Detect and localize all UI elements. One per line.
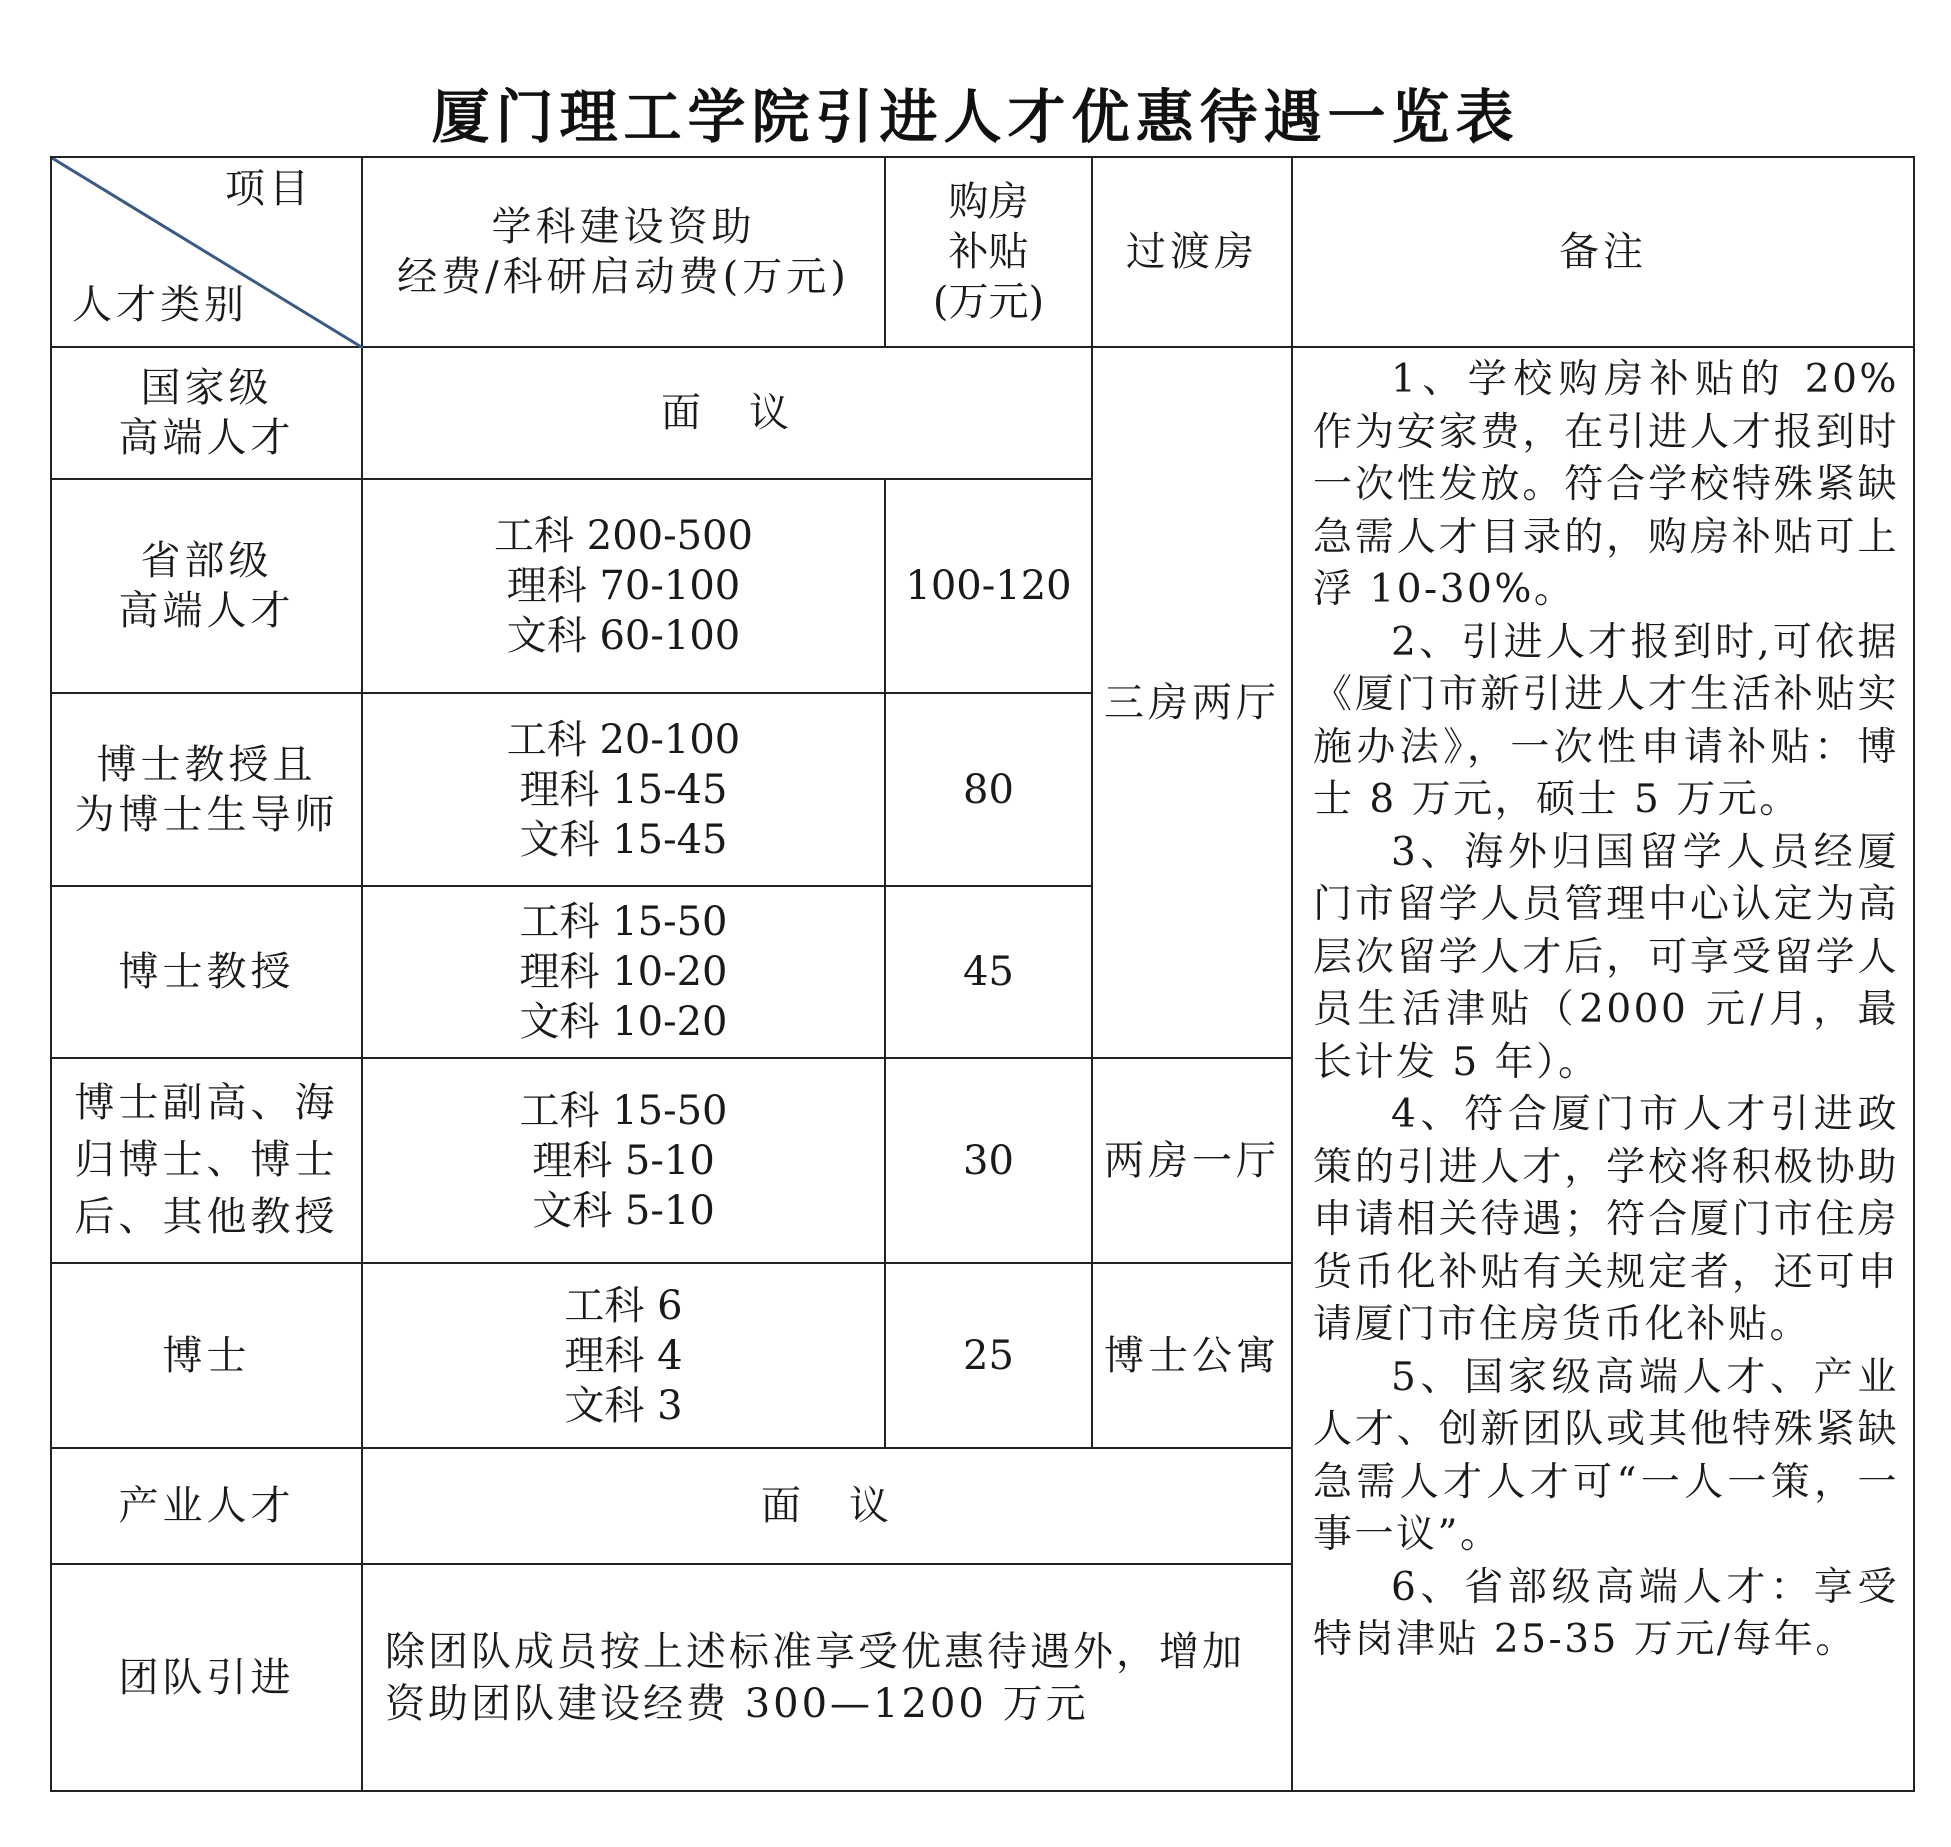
- funding-cell: 工科 200-500 理科 70-100 文科 60-100: [362, 479, 885, 693]
- category-cell: 博士副高、海 归博士、博士 后、其他教授: [51, 1058, 362, 1263]
- header-remarks: 备注: [1292, 157, 1914, 347]
- header-row: [51, 157, 1914, 347]
- talent-benefits-table: [50, 156, 1915, 1792]
- team-funding-cell: 除团队成员按上述标准享受优惠待遇外，增加资助团队建设经费 300—1200 万元: [362, 1564, 1292, 1791]
- category-cell: 产业人才: [51, 1448, 362, 1564]
- funding-cell: 工科 15-50 理科 10-20 文科 10-20: [362, 886, 885, 1058]
- table-row: [51, 347, 1914, 479]
- category-cell: 省部级 高端人才: [51, 479, 362, 693]
- housing-cell: 博士公寓: [1092, 1263, 1292, 1448]
- remarks-cell: [1292, 347, 1914, 1791]
- remark-item: 3、海外归国留学人员经厦门市留学人员管理中心认定为高层次留学人才后，可享受留学人员生活津贴（2000 元/月，最长计发 5 年）。: [1313, 829, 1899, 1085]
- housing-cell-merged: 三房两厅: [1092, 347, 1292, 1058]
- subsidy-cell: 100-120: [885, 479, 1092, 693]
- remark-item: 5、国家级高端人才、产业人才、创新团队或其他特殊紧缺急需人才人才可“一人一策，一事一议”。: [1313, 1354, 1899, 1557]
- subsidy-cell: 25: [885, 1263, 1092, 1448]
- subsidy-cell: 80: [885, 693, 1092, 886]
- remark-item: 1、学校购房补贴的 20%作为安家费，在引进人才报到时一次性发放。符合学校特殊紧缺急需人才目录的，购房补贴可上浮 10-30%。: [1313, 357, 1899, 612]
- funding-cell: 面 议: [362, 1448, 1292, 1564]
- subsidy-cell: 45: [885, 886, 1092, 1058]
- subsidy-cell: 30: [885, 1058, 1092, 1263]
- category-cell: 国家级 高端人才: [51, 347, 362, 479]
- category-cell: 博士教授且 为博士生导师: [51, 693, 362, 886]
- header-transition-housing: 过渡房: [1092, 157, 1292, 347]
- remark-item: 6、省部级高端人才：享受特岗津贴 25-35 万元/每年。: [1313, 1564, 1899, 1662]
- page-title: 厦门理工学院引进人才优惠待遇一览表: [431, 83, 1520, 151]
- funding-cell: 工科 6 理科 4 文科 3: [362, 1263, 885, 1448]
- category-cell: 团队引进: [51, 1564, 362, 1791]
- header-funding: 学科建设资助 经费/科研启动费(万元): [362, 157, 885, 347]
- housing-cell: 两房一厅: [1092, 1058, 1292, 1263]
- funding-cell: 工科 20-100 理科 15-45 文科 15-45: [362, 693, 885, 886]
- remark-item: 4、符合厦门市人才引进政策的引进人才，学校将积极协助申请相关待遇；符合厦门市住房货币化补贴有关规定者，还可申请厦门市住房货币化补贴。: [1313, 1092, 1899, 1347]
- funding-cell: 面 议: [362, 347, 1092, 479]
- corner-label-item: 项目: [225, 166, 313, 212]
- category-cell: 博士教授: [51, 886, 362, 1058]
- header-housing-subsidy: 购房 补贴 (万元): [885, 157, 1092, 347]
- remark-item: 2、引进人才报到时,可依据《厦门市新引进人才生活补贴实施办法》，一次性申请补贴：博士 8 万元，硕士 5 万元。: [1313, 619, 1899, 822]
- category-cell: 博士: [51, 1263, 362, 1448]
- corner-label-category: 人才类别: [72, 282, 248, 328]
- corner-header-cell: [51, 157, 362, 347]
- funding-cell: 工科 15-50 理科 5-10 文科 5-10: [362, 1058, 885, 1263]
